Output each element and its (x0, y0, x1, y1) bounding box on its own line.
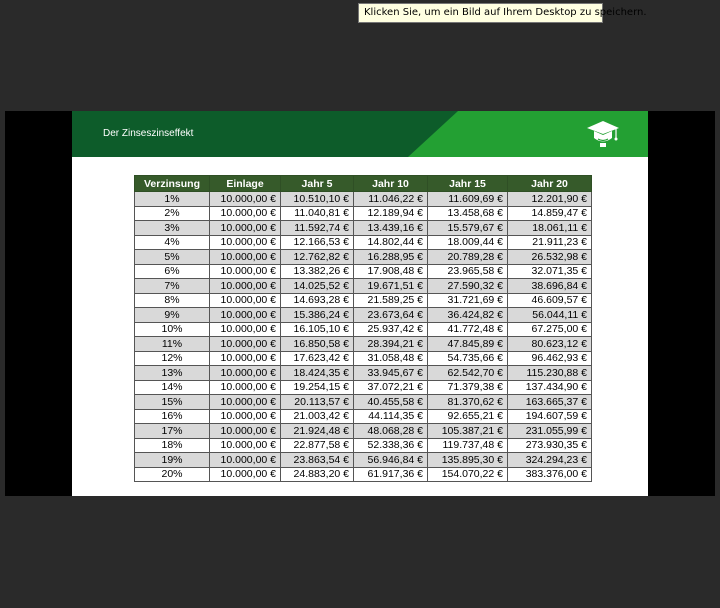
value-cell: 10.000,00 € (210, 380, 281, 395)
value-cell: 10.000,00 € (210, 279, 281, 294)
value-cell: 273.930,35 € (508, 438, 592, 453)
value-cell: 46.609,57 € (508, 293, 592, 308)
value-cell: 10.000,00 € (210, 351, 281, 366)
value-cell: 28.394,21 € (354, 337, 428, 352)
interest-rate-cell: 16% (135, 409, 210, 424)
value-cell: 18.009,44 € (428, 235, 508, 250)
value-cell: 26.532,98 € (508, 250, 592, 265)
slide-image[interactable] (72, 111, 648, 496)
value-cell: 47.845,89 € (428, 337, 508, 352)
table-row (135, 438, 592, 453)
value-cell: 20.113,57 € (281, 395, 354, 410)
table-row (135, 395, 592, 410)
interest-rate-cell: 20% (135, 467, 210, 482)
table-row (135, 409, 592, 424)
column-header: Jahr 15 (428, 176, 508, 192)
value-cell: 10.000,00 € (210, 409, 281, 424)
value-cell: 15.386,24 € (281, 308, 354, 323)
value-cell: 10.000,00 € (210, 192, 281, 207)
value-cell: 23.965,58 € (428, 264, 508, 279)
value-cell: 14.693,28 € (281, 293, 354, 308)
value-cell: 32.071,35 € (508, 264, 592, 279)
interest-rate-cell: 2% (135, 206, 210, 221)
value-cell: 15.579,67 € (428, 221, 508, 236)
value-cell: 67.275,00 € (508, 322, 592, 337)
value-cell: 80.623,12 € (508, 337, 592, 352)
value-cell: 13.458,68 € (428, 206, 508, 221)
value-cell: 81.370,62 € (428, 395, 508, 410)
value-cell: 10.000,00 € (210, 250, 281, 265)
interest-rate-cell: 10% (135, 322, 210, 337)
value-cell: 137.434,90 € (508, 380, 592, 395)
value-cell: 16.850,58 € (281, 337, 354, 352)
value-cell: 10.000,00 € (210, 293, 281, 308)
interest-rate-cell: 9% (135, 308, 210, 323)
value-cell: 12.166,53 € (281, 235, 354, 250)
interest-rate-cell: 14% (135, 380, 210, 395)
value-cell: 21.911,23 € (508, 235, 592, 250)
value-cell: 23.863,54 € (281, 453, 354, 468)
interest-rate-cell: 7% (135, 279, 210, 294)
compound-interest-table (134, 175, 592, 482)
value-cell: 33.945,67 € (354, 366, 428, 381)
value-cell: 54.735,66 € (428, 351, 508, 366)
value-cell: 36.424,82 € (428, 308, 508, 323)
value-cell: 21.924,48 € (281, 424, 354, 439)
interest-rate-cell: 13% (135, 366, 210, 381)
interest-rate-cell: 6% (135, 264, 210, 279)
table-row (135, 250, 592, 265)
value-cell: 324.294,23 € (508, 453, 592, 468)
column-header: Jahr 10 (354, 176, 428, 192)
table-row (135, 337, 592, 352)
value-cell: 20.789,28 € (428, 250, 508, 265)
value-cell: 10.000,00 € (210, 206, 281, 221)
interest-rate-cell: 17% (135, 424, 210, 439)
value-cell: 19.254,15 € (281, 380, 354, 395)
value-cell: 10.000,00 € (210, 467, 281, 482)
value-cell: 16.288,95 € (354, 250, 428, 265)
value-cell: 10.000,00 € (210, 438, 281, 453)
value-cell: 56.044,11 € (508, 308, 592, 323)
value-cell: 23.673,64 € (354, 308, 428, 323)
table-row (135, 235, 592, 250)
value-cell: 119.737,48 € (428, 438, 508, 453)
save-image-tooltip: Klicken Sie, um ein Bild auf Ihrem Desktop zu speichern. (358, 3, 603, 23)
value-cell: 14.025,52 € (281, 279, 354, 294)
value-cell: 19.671,51 € (354, 279, 428, 294)
interest-rate-cell: 1% (135, 192, 210, 207)
value-cell: 92.655,21 € (428, 409, 508, 424)
table-row (135, 206, 592, 221)
value-cell: 62.542,70 € (428, 366, 508, 381)
column-header: Verzinsung (135, 176, 210, 192)
value-cell: 48.068,28 € (354, 424, 428, 439)
value-cell: 11.040,81 € (281, 206, 354, 221)
table-row (135, 308, 592, 323)
value-cell: 17.623,42 € (281, 351, 354, 366)
value-cell: 21.589,25 € (354, 293, 428, 308)
interest-rate-cell: 19% (135, 453, 210, 468)
interest-rate-cell: 5% (135, 250, 210, 265)
table-row (135, 293, 592, 308)
value-cell: 12.762,82 € (281, 250, 354, 265)
interest-rate-cell: 3% (135, 221, 210, 236)
table-row (135, 467, 592, 482)
value-cell: 11.046,22 € (354, 192, 428, 207)
table-row (135, 453, 592, 468)
value-cell: 14.859,47 € (508, 206, 592, 221)
value-cell: 10.000,00 € (210, 308, 281, 323)
interest-rate-cell: 11% (135, 337, 210, 352)
value-cell: 163.665,37 € (508, 395, 592, 410)
value-cell: 13.382,26 € (281, 264, 354, 279)
value-cell: 71.379,38 € (428, 380, 508, 395)
value-cell: 10.000,00 € (210, 264, 281, 279)
table-row (135, 351, 592, 366)
interest-rate-cell: 8% (135, 293, 210, 308)
column-header: Einlage (210, 176, 281, 192)
value-cell: 10.000,00 € (210, 221, 281, 236)
value-cell: 41.772,48 € (428, 322, 508, 337)
value-cell: 27.590,32 € (428, 279, 508, 294)
value-cell: 10.000,00 € (210, 322, 281, 337)
table-row (135, 221, 592, 236)
value-cell: 383.376,00 € (508, 467, 592, 482)
value-cell: 96.462,93 € (508, 351, 592, 366)
value-cell: 31.721,69 € (428, 293, 508, 308)
value-cell: 10.510,10 € (281, 192, 354, 207)
value-cell: 10.000,00 € (210, 453, 281, 468)
value-cell: 56.946,84 € (354, 453, 428, 468)
value-cell: 10.000,00 € (210, 395, 281, 410)
interest-rate-cell: 18% (135, 438, 210, 453)
table-row (135, 192, 592, 207)
value-cell: 17.908,48 € (354, 264, 428, 279)
value-cell: 14.802,44 € (354, 235, 428, 250)
value-cell: 31.058,48 € (354, 351, 428, 366)
value-cell: 38.696,84 € (508, 279, 592, 294)
value-cell: 16.105,10 € (281, 322, 354, 337)
value-cell: 10.000,00 € (210, 366, 281, 381)
value-cell: 18.424,35 € (281, 366, 354, 381)
value-cell: 154.070,22 € (428, 467, 508, 482)
value-cell: 12.201,90 € (508, 192, 592, 207)
interest-rate-cell: 15% (135, 395, 210, 410)
interest-rate-cell: 12% (135, 351, 210, 366)
table-header-row (135, 176, 592, 192)
value-cell: 13.439,16 € (354, 221, 428, 236)
value-cell: 135.895,30 € (428, 453, 508, 468)
value-cell: 10.000,00 € (210, 235, 281, 250)
value-cell: 231.055,99 € (508, 424, 592, 439)
interest-rate-cell: 4% (135, 235, 210, 250)
graduation-cap-logo-icon (585, 119, 621, 149)
value-cell: 44.114,35 € (354, 409, 428, 424)
value-cell: 10.000,00 € (210, 337, 281, 352)
value-cell: 10.000,00 € (210, 424, 281, 439)
table-row (135, 424, 592, 439)
column-header: Jahr 5 (281, 176, 354, 192)
slide-header (72, 111, 648, 157)
table-row (135, 264, 592, 279)
value-cell: 12.189,94 € (354, 206, 428, 221)
table-row (135, 322, 592, 337)
table-row (135, 279, 592, 294)
value-cell: 115.230,88 € (508, 366, 592, 381)
value-cell: 22.877,58 € (281, 438, 354, 453)
table-row (135, 380, 592, 395)
value-cell: 52.338,36 € (354, 438, 428, 453)
slide-title: Der Zinseszinseffekt (103, 128, 194, 139)
column-header: Jahr 20 (508, 176, 592, 192)
value-cell: 105.387,21 € (428, 424, 508, 439)
value-cell: 24.883,20 € (281, 467, 354, 482)
value-cell: 37.072,21 € (354, 380, 428, 395)
value-cell: 61.917,36 € (354, 467, 428, 482)
value-cell: 21.003,42 € (281, 409, 354, 424)
value-cell: 18.061,11 € (508, 221, 592, 236)
table-row (135, 366, 592, 381)
value-cell: 11.609,69 € (428, 192, 508, 207)
value-cell: 11.592,74 € (281, 221, 354, 236)
value-cell: 194.607,59 € (508, 409, 592, 424)
value-cell: 40.455,58 € (354, 395, 428, 410)
value-cell: 25.937,42 € (354, 322, 428, 337)
